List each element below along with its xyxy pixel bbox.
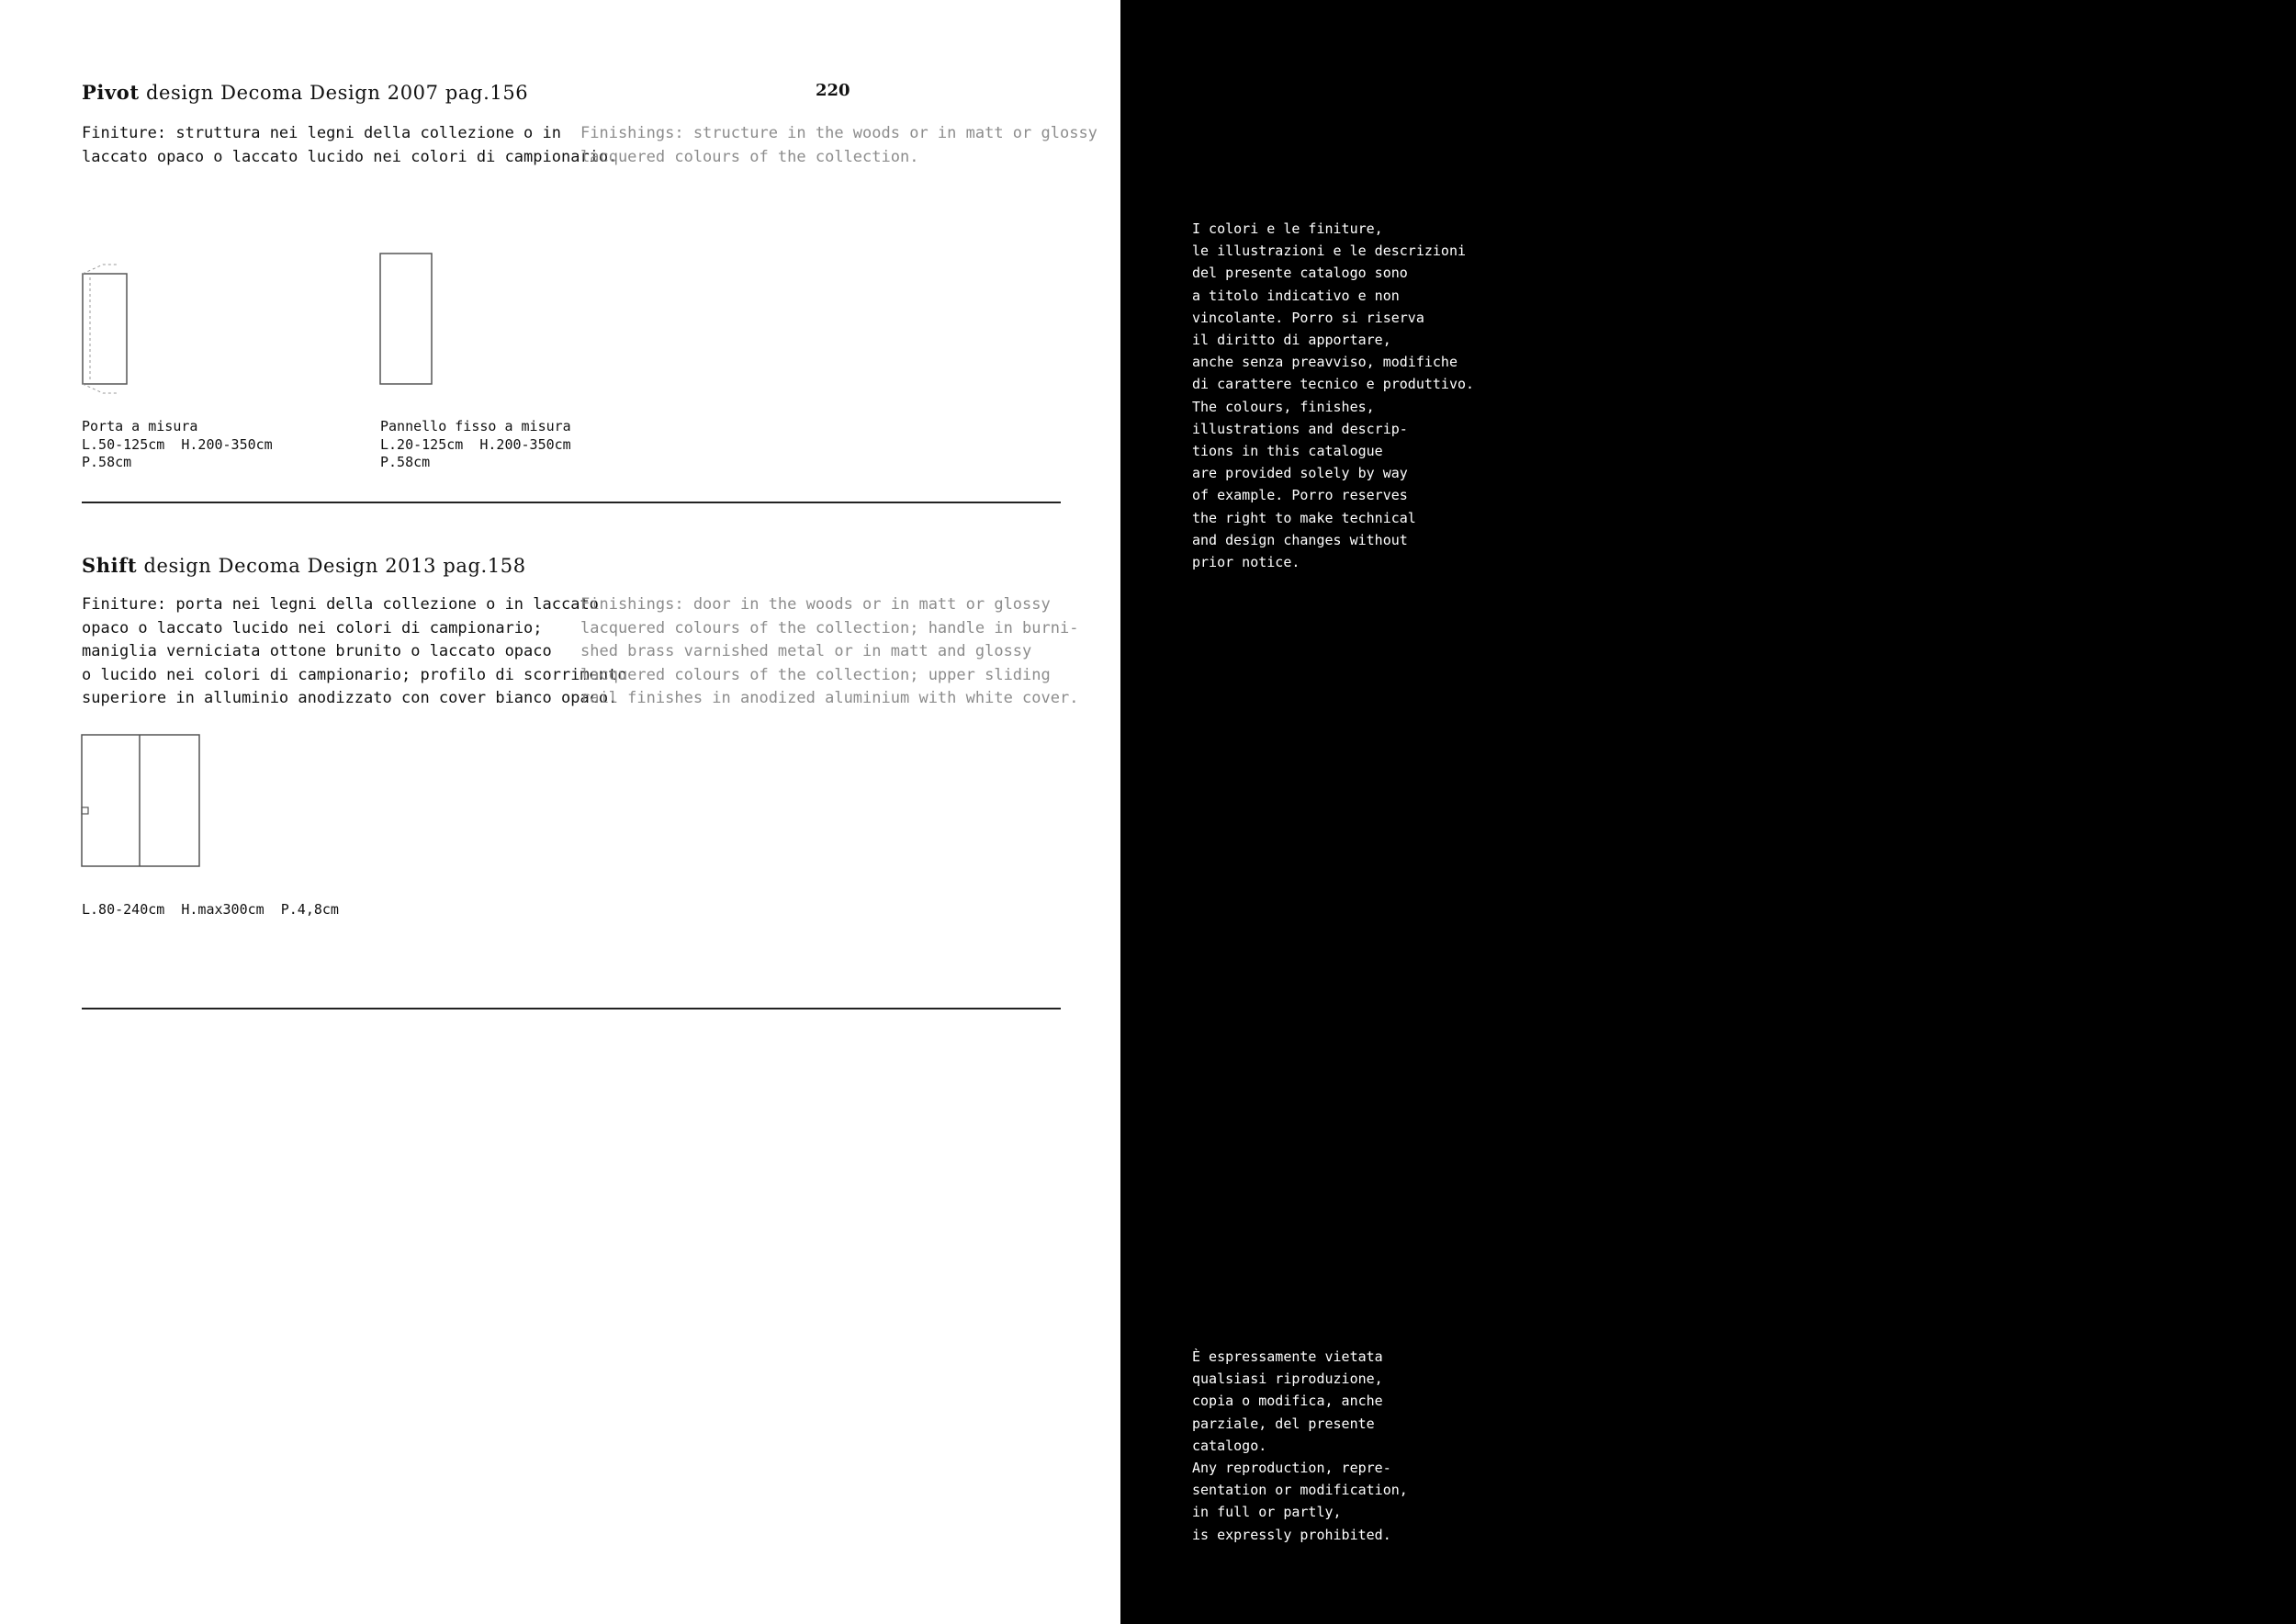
disclaimer-notice: I colori e le finiture, le illustrazioni e le descrizioni del presente catalogo sono a titolo indicativo e non vincolante. Porro si riserva il diritto di apportare, anche senza preavviso, modifiche di carattere tecnico e produttivo. The colours, finishes, illustrations and descrip- tions in this catalogue are provided solely by way of example. Porro reserves the right to make technical and design changes without prior notice. — [1192, 220, 1475, 571]
pivot-finish-en: Finishings: structure in the woods or in matt or glossy lacquered colours of the collection. — [580, 124, 1097, 166]
copyright-notice: È espressamente vietata qualsiasi riproduzione, copia o modifica, anche parziale, del presente catalogo. Any reproduction, repre- sentation or modification, in full or partly, is expressly prohibited. — [1192, 1348, 1408, 1543]
pivot-finish-it: Finiture: struttura nei legni della collezione o in laccato opaco o laccato lucido nei colori di campionario. — [82, 124, 618, 166]
pivot-door-drawing — [77, 259, 136, 399]
pivot-item-1 — [82, 418, 273, 472]
shift-finish-it: Finiture: porta nei legni della collezione o in laccato opaco o laccato lucido nei colori di campionario; maniglia verniciata ottone brunito o laccato opaco o lucido nei colori di campionario; profilo di scorrimento superiore in alluminio anodizzato con cover bianco opaco. — [82, 595, 627, 707]
pivot-item-2-label: Pannello fisso a misura — [380, 418, 571, 434]
fixed-panel-drawing — [377, 250, 435, 388]
section-divider — [82, 502, 1061, 503]
pivot-item-2 — [380, 418, 571, 472]
shift-name: Shift — [82, 554, 138, 577]
pivot-item-1-label: Porta a misura — [82, 418, 198, 434]
pivot-design-info: design Decoma Design 2007 pag.156 — [145, 82, 529, 104]
shift-design-info: design Decoma Design 2013 pag.158 — [143, 555, 526, 577]
pivot-item-2-depth: P.58cm — [380, 454, 431, 470]
shift-finish-en: Finishings: door in the woods or in matt or glossy lacquered colours of the collection; handle in burni- shed brass varnished metal or in matt and glossy lacquered colours of the collection; upper sliding rail finishes in anodized aluminium with white cover. — [580, 595, 1079, 707]
pivot-item-1-depth: P.58cm — [82, 454, 132, 470]
pivot-item-1-dims: L.50-125cm H.200-350cm — [82, 435, 273, 453]
shift-heading — [82, 554, 526, 577]
catalog-page-left — [0, 0, 1120, 1624]
shift-spec: L.80-240cm H.max300cm P.4,8cm — [82, 901, 339, 918]
bottom-divider — [82, 1008, 1061, 1009]
shift-door-drawing — [81, 734, 201, 869]
pivot-name: Pivot — [82, 81, 140, 104]
page-number: 220 — [816, 81, 850, 100]
pivot-item-2-dims: L.20-125cm H.200-350cm — [380, 435, 571, 453]
pivot-heading — [82, 81, 528, 104]
